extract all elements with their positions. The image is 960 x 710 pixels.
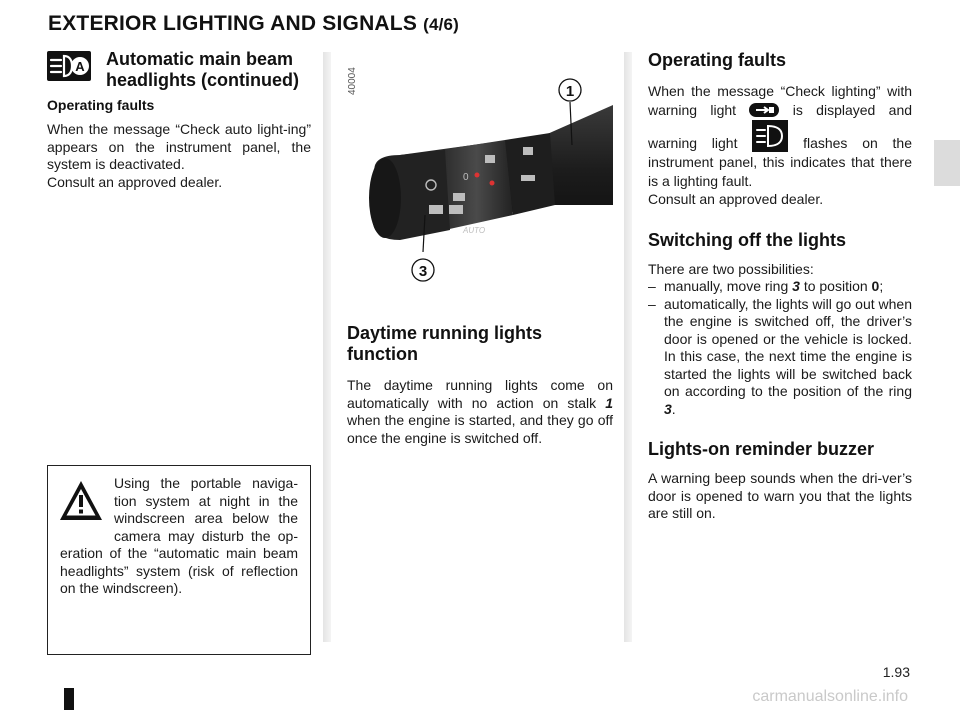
- lighting-fault-dealer: Consult an approved dealer.: [648, 191, 824, 207]
- warning-text: Using the portable naviga-tion system at night in the windscreen area below the camera may disturb the op-eration of the “automatic main beam headlights” system (risk of reflection on the windscreen).: [60, 475, 298, 596]
- column-separator-right: [624, 52, 632, 642]
- list-item: – manually, move ring 3 to position 0;: [648, 278, 884, 294]
- callout-1: 1: [565, 83, 575, 100]
- page-title: [48, 12, 459, 36]
- section-heading-switching-off: Switching off the lights: [648, 229, 846, 250]
- section-heading-operating-faults: Operating faults: [648, 50, 787, 70]
- section-heading-daytime-running-lights: Daytime running lights function: [347, 323, 543, 364]
- daytime-running-lights-text: The daytime running lights come on automatically with no action on stalk 1 when the engine is started, and they go off once the engine is switched off.: [347, 377, 613, 446]
- svg-text:A: A: [75, 59, 85, 74]
- lighting-fault-text: When the message “Check lighting” with warning light is displayed and warning light flashes on the instrument panel, this indicates that there is a lighting fault.: [648, 83, 913, 189]
- switching-off-list: [648, 278, 912, 418]
- section-heading-auto-main-beam: Automatic main beam headlights (continued): [106, 49, 299, 90]
- stalk-ref: 1: [605, 394, 613, 411]
- ring-auto-label: AUTO: [463, 226, 486, 235]
- page-number: 1.93: [882, 664, 910, 680]
- operating-faults-text: When the message “Check auto light-ing” appears on the instrument panel, the system is deactivated.: [47, 121, 311, 172]
- footer-watermark: carmanualsonline.info: [752, 688, 908, 705]
- switching-off-intro: There are two possibilities:: [648, 260, 814, 277]
- page-title-part: (4/6): [423, 15, 460, 34]
- warning-triangle-icon: [58, 478, 104, 524]
- callout-3: 3: [418, 263, 428, 280]
- column-separator-left: [323, 52, 331, 642]
- column1-body: [47, 97, 311, 191]
- auto-main-beam-icon: [47, 51, 91, 81]
- section-heading-reminder-buzzer: Lights-on reminder buzzer: [648, 439, 875, 459]
- page-title-text: EXTERIOR LIGHTING AND SIGNALS: [48, 12, 418, 35]
- reminder-buzzer-text: A warning beep sounds when the dri-ver’s door is opened to warn you that the lights are still on.: [648, 470, 912, 521]
- column2-body: [347, 323, 613, 447]
- figure-code: 40004: [347, 67, 358, 95]
- operating-faults-dealer: Consult an approved dealer.: [47, 173, 223, 190]
- list-item: – automatically, the lights will go out when the engine is switched off, the driver’s door is opened or the vehicle is locked. In this case, the next time the engine is started the lights will be switched back on according to the position of the ring 3.: [648, 295, 912, 417]
- ring-zero-label: 0: [463, 172, 469, 183]
- service-warning-icon: [749, 103, 779, 117]
- operating-faults-subheading: Operating faults: [47, 97, 155, 113]
- lighting-stalk-figure: [345, 55, 613, 295]
- lighting-stalk-illustration: [345, 55, 613, 295]
- column3-body: [648, 50, 912, 523]
- warning-box: [47, 465, 311, 655]
- page-corner-mark: [64, 688, 74, 710]
- headlight-fault-icon: [752, 120, 788, 152]
- chapter-tab: [934, 140, 960, 186]
